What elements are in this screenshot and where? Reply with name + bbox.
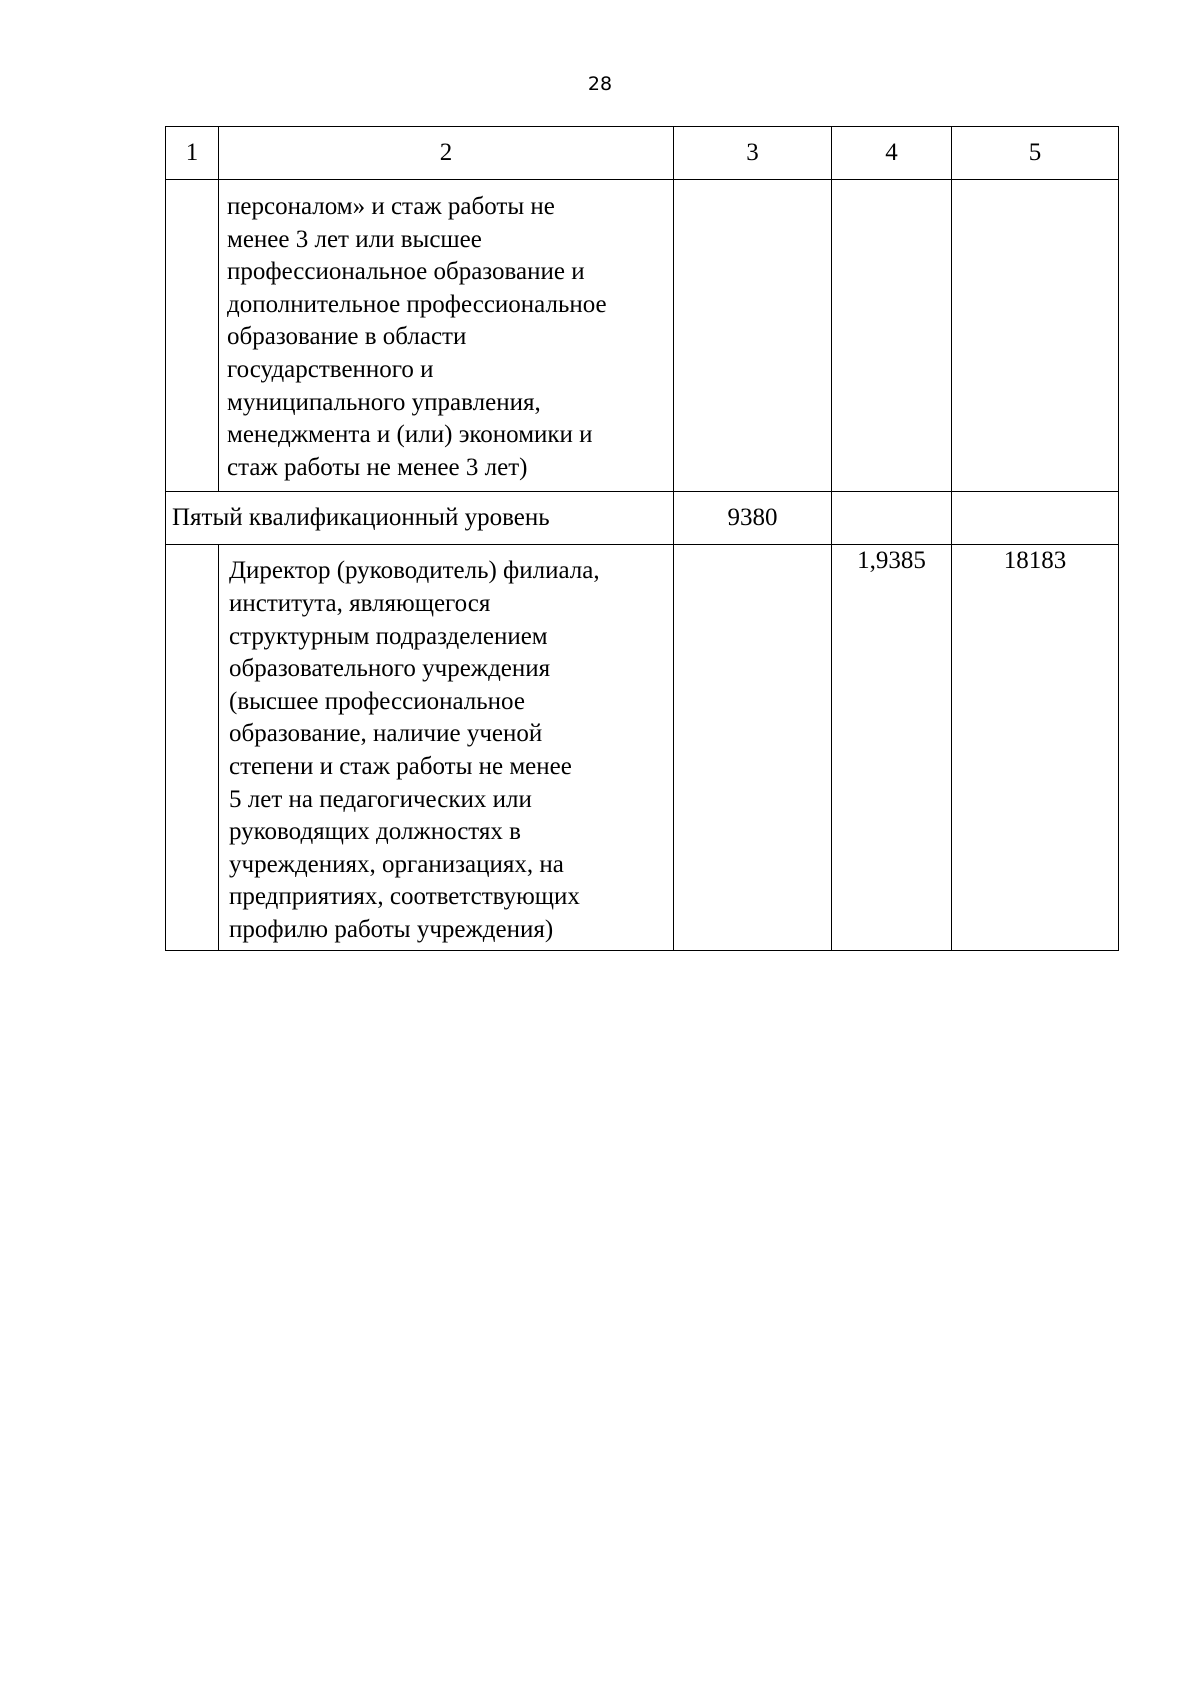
- text-line: образовательного учреждения: [229, 655, 551, 683]
- text-line: руководящих должностях в: [229, 818, 521, 846]
- level-label: Пятый квалификационный уровень: [172, 504, 550, 532]
- table-row-level: [166, 492, 1119, 545]
- text-line: образование, наличие ученой: [229, 720, 543, 748]
- empty-cell: [674, 180, 832, 492]
- position-text-cell: [219, 545, 674, 951]
- text-line: стаж работы не менее 3 лет): [227, 453, 528, 481]
- text-line: муниципального управления,: [227, 388, 541, 416]
- table-row-position: [166, 545, 1119, 951]
- continuation-text-cell: [219, 180, 674, 492]
- text-line: 5 лет на педагогических или: [229, 785, 532, 813]
- empty-cell: [166, 180, 219, 492]
- salary-table: [165, 126, 1119, 951]
- empty-cell: [832, 180, 952, 492]
- text-line: Директор (руководитель) филиала,: [229, 557, 600, 585]
- header-col-2: 2: [219, 127, 674, 180]
- level-value: 9380: [674, 492, 832, 545]
- text-line: менеджмента и (или) экономики и: [227, 421, 593, 449]
- table-header-row: [166, 127, 1119, 180]
- text-line: института, являющегося: [229, 589, 491, 617]
- empty-cell: [166, 545, 219, 951]
- text-line: менее 3 лет или высшее: [227, 225, 482, 253]
- coefficient-cell: 1,9385: [832, 545, 952, 951]
- text-line: дополнительное профессиональное: [227, 290, 607, 318]
- text-line: персоналом» и стаж работы не: [227, 193, 555, 220]
- text-line: профилю работы учреждения): [229, 915, 554, 943]
- header-col-5: 5: [952, 127, 1119, 180]
- text-line: (высшее профессиональное: [229, 687, 525, 715]
- level-label-cell: [166, 492, 674, 545]
- header-col-4: 4: [832, 127, 952, 180]
- text-line: государственного и: [227, 355, 434, 383]
- salary-cell: 18183: [952, 545, 1119, 951]
- text-line: предприятиях, соответствующих: [229, 883, 580, 911]
- text-line: образование в области: [227, 323, 467, 351]
- table-row-continuation: [166, 180, 1119, 492]
- empty-cell: [832, 492, 952, 545]
- header-col-1: 1: [166, 127, 219, 180]
- page-number: 28: [587, 73, 613, 95]
- text-line: степени и стаж работы не менее: [229, 752, 572, 780]
- empty-cell: [952, 180, 1119, 492]
- text-line: учреждениях, организациях, на: [229, 850, 564, 878]
- empty-cell: [674, 545, 832, 951]
- header-col-3: 3: [674, 127, 832, 180]
- text-line: структурным подразделением: [229, 622, 548, 650]
- empty-cell: [952, 492, 1119, 545]
- text-line: профессиональное образование и: [227, 258, 585, 286]
